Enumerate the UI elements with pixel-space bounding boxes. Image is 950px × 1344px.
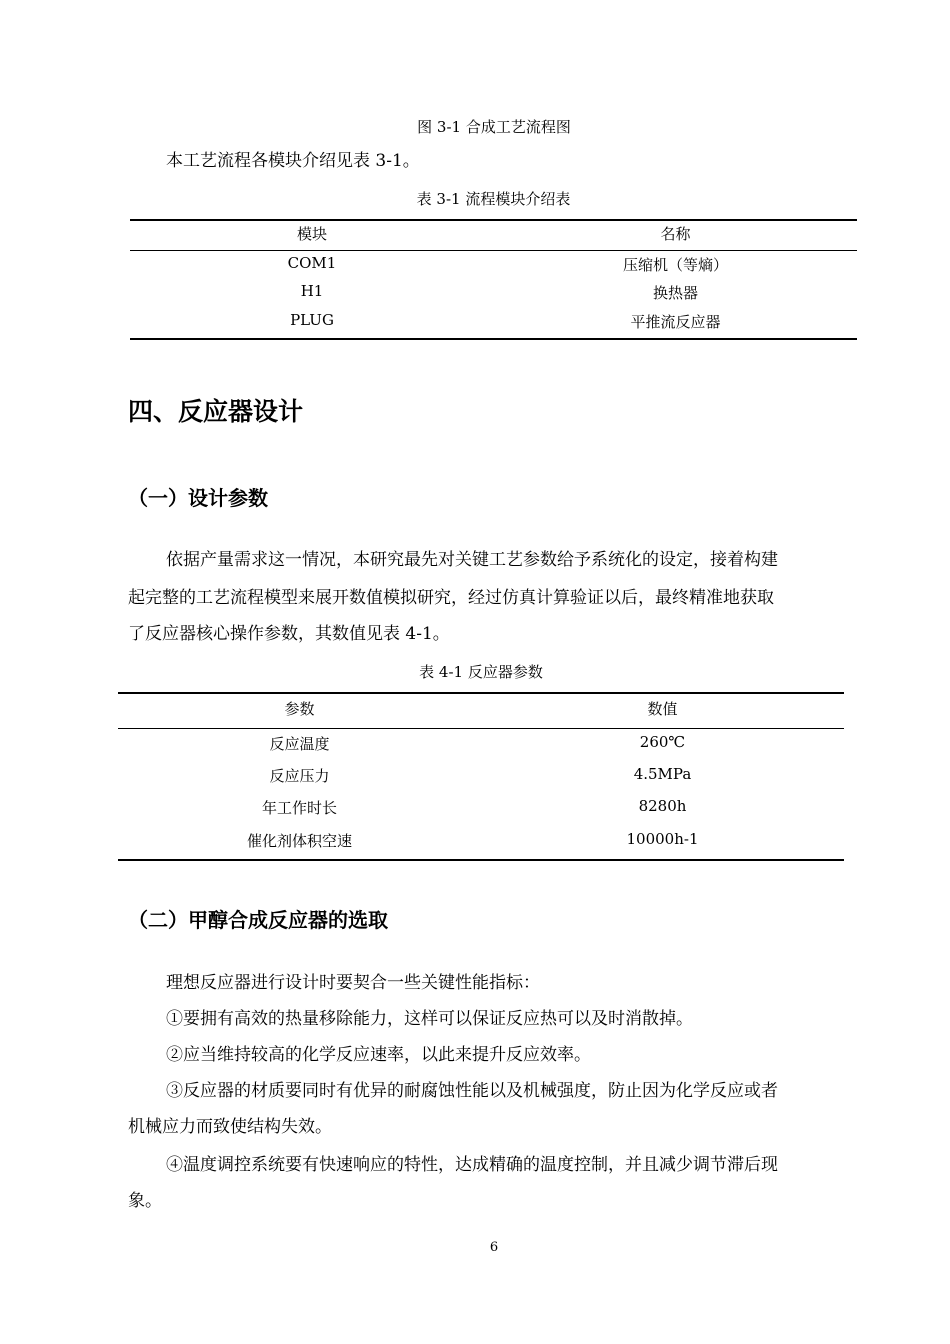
table1-header-rule	[130, 250, 857, 251]
table1-caption: 表 3-1 流程模块介绍表	[416, 190, 571, 208]
table-cell: 换热器	[652, 284, 698, 302]
table1-top-rule	[130, 219, 857, 221]
paragraph-line: 理想反应器进行设计时要契合一些关键性能指标：	[166, 973, 540, 993]
table2-header-value: 数值	[647, 700, 678, 718]
list-item: ④温度调控系统要有快速响应的特性，达成精确的温度控制，并且减少调节滞后现	[166, 1155, 778, 1175]
list-item: ③反应器的材质要同时有优异的耐腐蚀性能以及机械强度，防止因为化学反应或者	[166, 1081, 778, 1101]
table2-caption: 表 4-1 反应器参数	[419, 663, 543, 681]
page-number: 6	[489, 1240, 499, 1255]
intro-text: 本工艺流程各模块介绍见表 3-1。	[166, 151, 420, 171]
list-item-continuation: 象。	[128, 1191, 162, 1211]
table-cell: 平推流反应器	[630, 313, 721, 331]
list-item-continuation: 机械应力而致使结构失效。	[128, 1117, 332, 1137]
subsection-heading-2: （二）甲醇合成反应器的选取	[128, 908, 388, 932]
table-cell: 压缩机（等熵）	[622, 256, 728, 274]
table-cell: 反应压力	[269, 767, 330, 785]
table-cell: COM1	[287, 254, 337, 272]
table2-top-rule	[118, 692, 844, 694]
table-cell: H1	[300, 282, 324, 300]
section-heading: 四、反应器设计	[128, 397, 304, 426]
table-cell: 年工作时长	[261, 799, 337, 817]
table-cell: 催化剂体积空速	[246, 832, 352, 850]
table1-bottom-rule	[130, 338, 857, 340]
subsection-heading-1: （一）设计参数	[128, 486, 268, 510]
table2-header-param: 参数	[284, 700, 315, 718]
table1-header-module: 模块	[296, 225, 327, 243]
table-cell: PLUG	[290, 311, 334, 329]
table2-header-rule	[118, 728, 844, 729]
paragraph-line: 了反应器核心操作参数，其数值见表 4-1。	[128, 624, 450, 644]
table-cell: 8280h	[638, 797, 687, 815]
table2-bottom-rule	[118, 859, 844, 861]
list-item: ②应当维持较高的化学反应速率，以此来提升反应效率。	[166, 1045, 591, 1065]
table-cell: 4.5MPa	[633, 765, 692, 783]
list-item: ①要拥有高效的热量移除能力，这样可以保证反应热可以及时消散掉。	[166, 1009, 693, 1029]
table-cell: 反应温度	[269, 735, 330, 753]
paragraph-line: 起完整的工艺流程模型来展开数值模拟研究，经过仿真计算验证以后，最终精准地获取	[128, 588, 774, 608]
figure-caption: 图 3-1 合成工艺流程图	[417, 118, 571, 136]
table-cell: 10000h-1	[626, 830, 699, 848]
paragraph-line: 依据产量需求这一情况，本研究最先对关键工艺参数给予系统化的设定，接着构建	[166, 550, 778, 570]
table-cell: 260℃	[639, 733, 686, 751]
table1-header-name: 名称	[660, 225, 691, 243]
